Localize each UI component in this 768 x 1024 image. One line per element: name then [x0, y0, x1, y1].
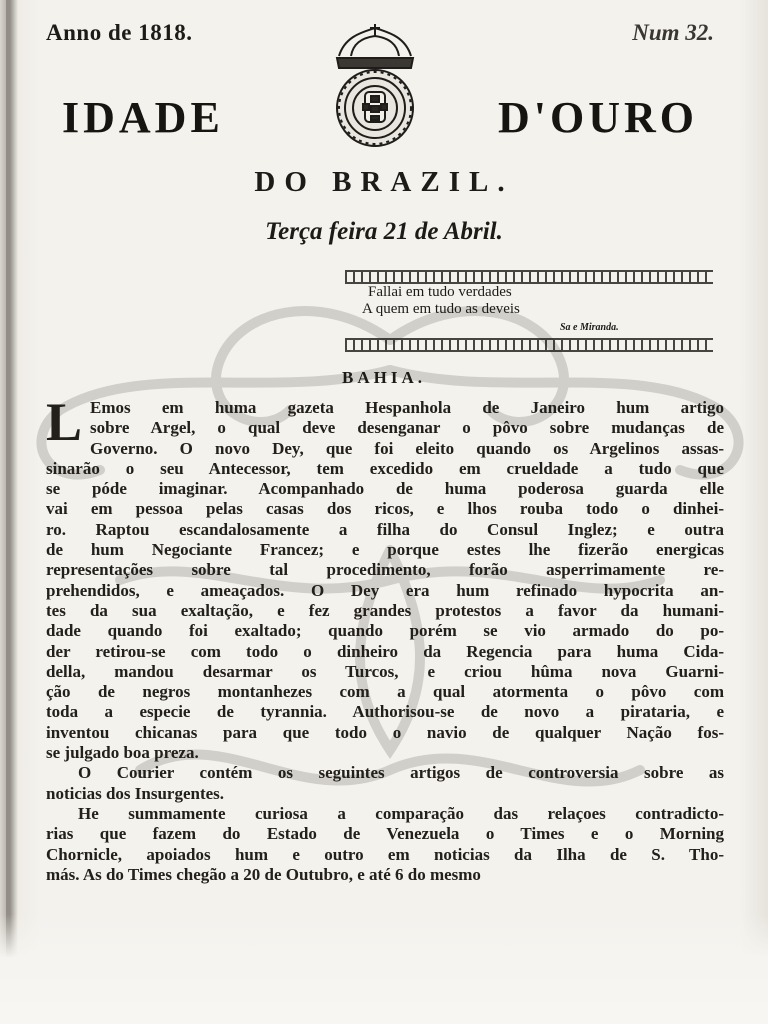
issue-date: Terça feira 21 de Abril. [265, 218, 503, 245]
ornamental-rule-top [345, 270, 713, 284]
section-heading: BAHIA. [342, 368, 426, 387]
issue-number: Num 32. [632, 20, 714, 45]
article-body [46, 392, 724, 885]
masthead-subtitle: DO BRAZIL. [254, 166, 514, 198]
title-right: D'OURO [498, 93, 698, 142]
text-line: della, mandou desarmar os Turcos, e criou hûma nova Guarni- [46, 661, 724, 681]
text-line: ção de negros montanhezes com a qual atormenta o pôvo com [46, 682, 724, 702]
text-line: prehendidos, e ameaçados. O Dey era hum refinado hypocrita an- [46, 580, 724, 600]
binding-shadow [6, 0, 16, 1024]
ornamental-rule-bottom [345, 338, 713, 352]
motto-line-2: A quem em tudo as deveis [362, 301, 520, 317]
text-line: rias que fazem do Estado de Venezuela o Times e o Morning [46, 824, 724, 844]
text-line: se póde imaginar. Acompanhado de huma poderosa guarda elle [46, 479, 724, 499]
paragraph-2 [46, 763, 724, 804]
text-line: Chornicle, apoiados hum e outro em noticias da Ilha de S. Tho- [46, 844, 724, 864]
text-line: der retirou-se com todo o dinheiro da Regencia para huma Cida- [46, 641, 724, 661]
text-line: sobre Argel, o qual deve desenganar o pôvo sobre mudanças de [90, 418, 724, 438]
text-line: O Courier contém os seguintes artigos de controversia sobre as [78, 763, 724, 783]
text-line: sinarão o seu Antecessor, tem excedido em crueldade a tudo que [46, 458, 724, 478]
year-label: Anno de 1818. [46, 20, 193, 45]
text-line: Governo. O novo Dey, que foi eleito quando os Argelinos assas- [90, 438, 724, 458]
drop-cap: L [46, 392, 83, 452]
masthead-title [62, 92, 702, 144]
text-line: noticias dos Insurgentes. [46, 783, 225, 803]
title-left: IDADE [62, 93, 224, 142]
blank-margin [0, 914, 768, 1024]
text-line: dade quando foi exaltado; quando porém se vio armado do po- [46, 621, 724, 641]
motto-author: Sa e Miranda. [560, 322, 619, 333]
paragraph-1 [46, 392, 724, 763]
text-line: ro. Raptou escandalosamente a filha do Consul Inglez; e outra [46, 519, 724, 539]
text-line: de hum Negociante Francez; e porque estes lhe fizerão energicas [46, 540, 724, 560]
text-line: se julgado boa preza. [46, 743, 199, 763]
text-line: vai em pessoa pelas casas dos ricos, e lhos rouba todo o dinhei- [46, 499, 724, 519]
text-line: más. As do Times chegão a 20 de Outubro, e até 6 do mesmo [46, 864, 481, 884]
paragraph-3 [46, 804, 724, 885]
text-line: tes da sua exaltação, e fez grandes protestos a favor da humani- [46, 600, 724, 620]
text-line: toda a especie de tyrannia. Authorisou-se de novo a pirataria, e [46, 702, 724, 722]
text-line: inventou chicanas para que todo o navio de qualquer Nação fos- [46, 722, 724, 742]
motto-line-1: Fallai em tudo verdades [368, 284, 512, 300]
text-line: Emos em huma gazeta Hespanhola de Janeiro hum artigo [90, 398, 724, 417]
motto [360, 284, 700, 318]
text-line: representações sobre tal procedimento, forão asperrimamente re- [46, 560, 724, 580]
text-line: He summamente curiosa a comparação das relaçoes contradicto- [78, 803, 724, 823]
